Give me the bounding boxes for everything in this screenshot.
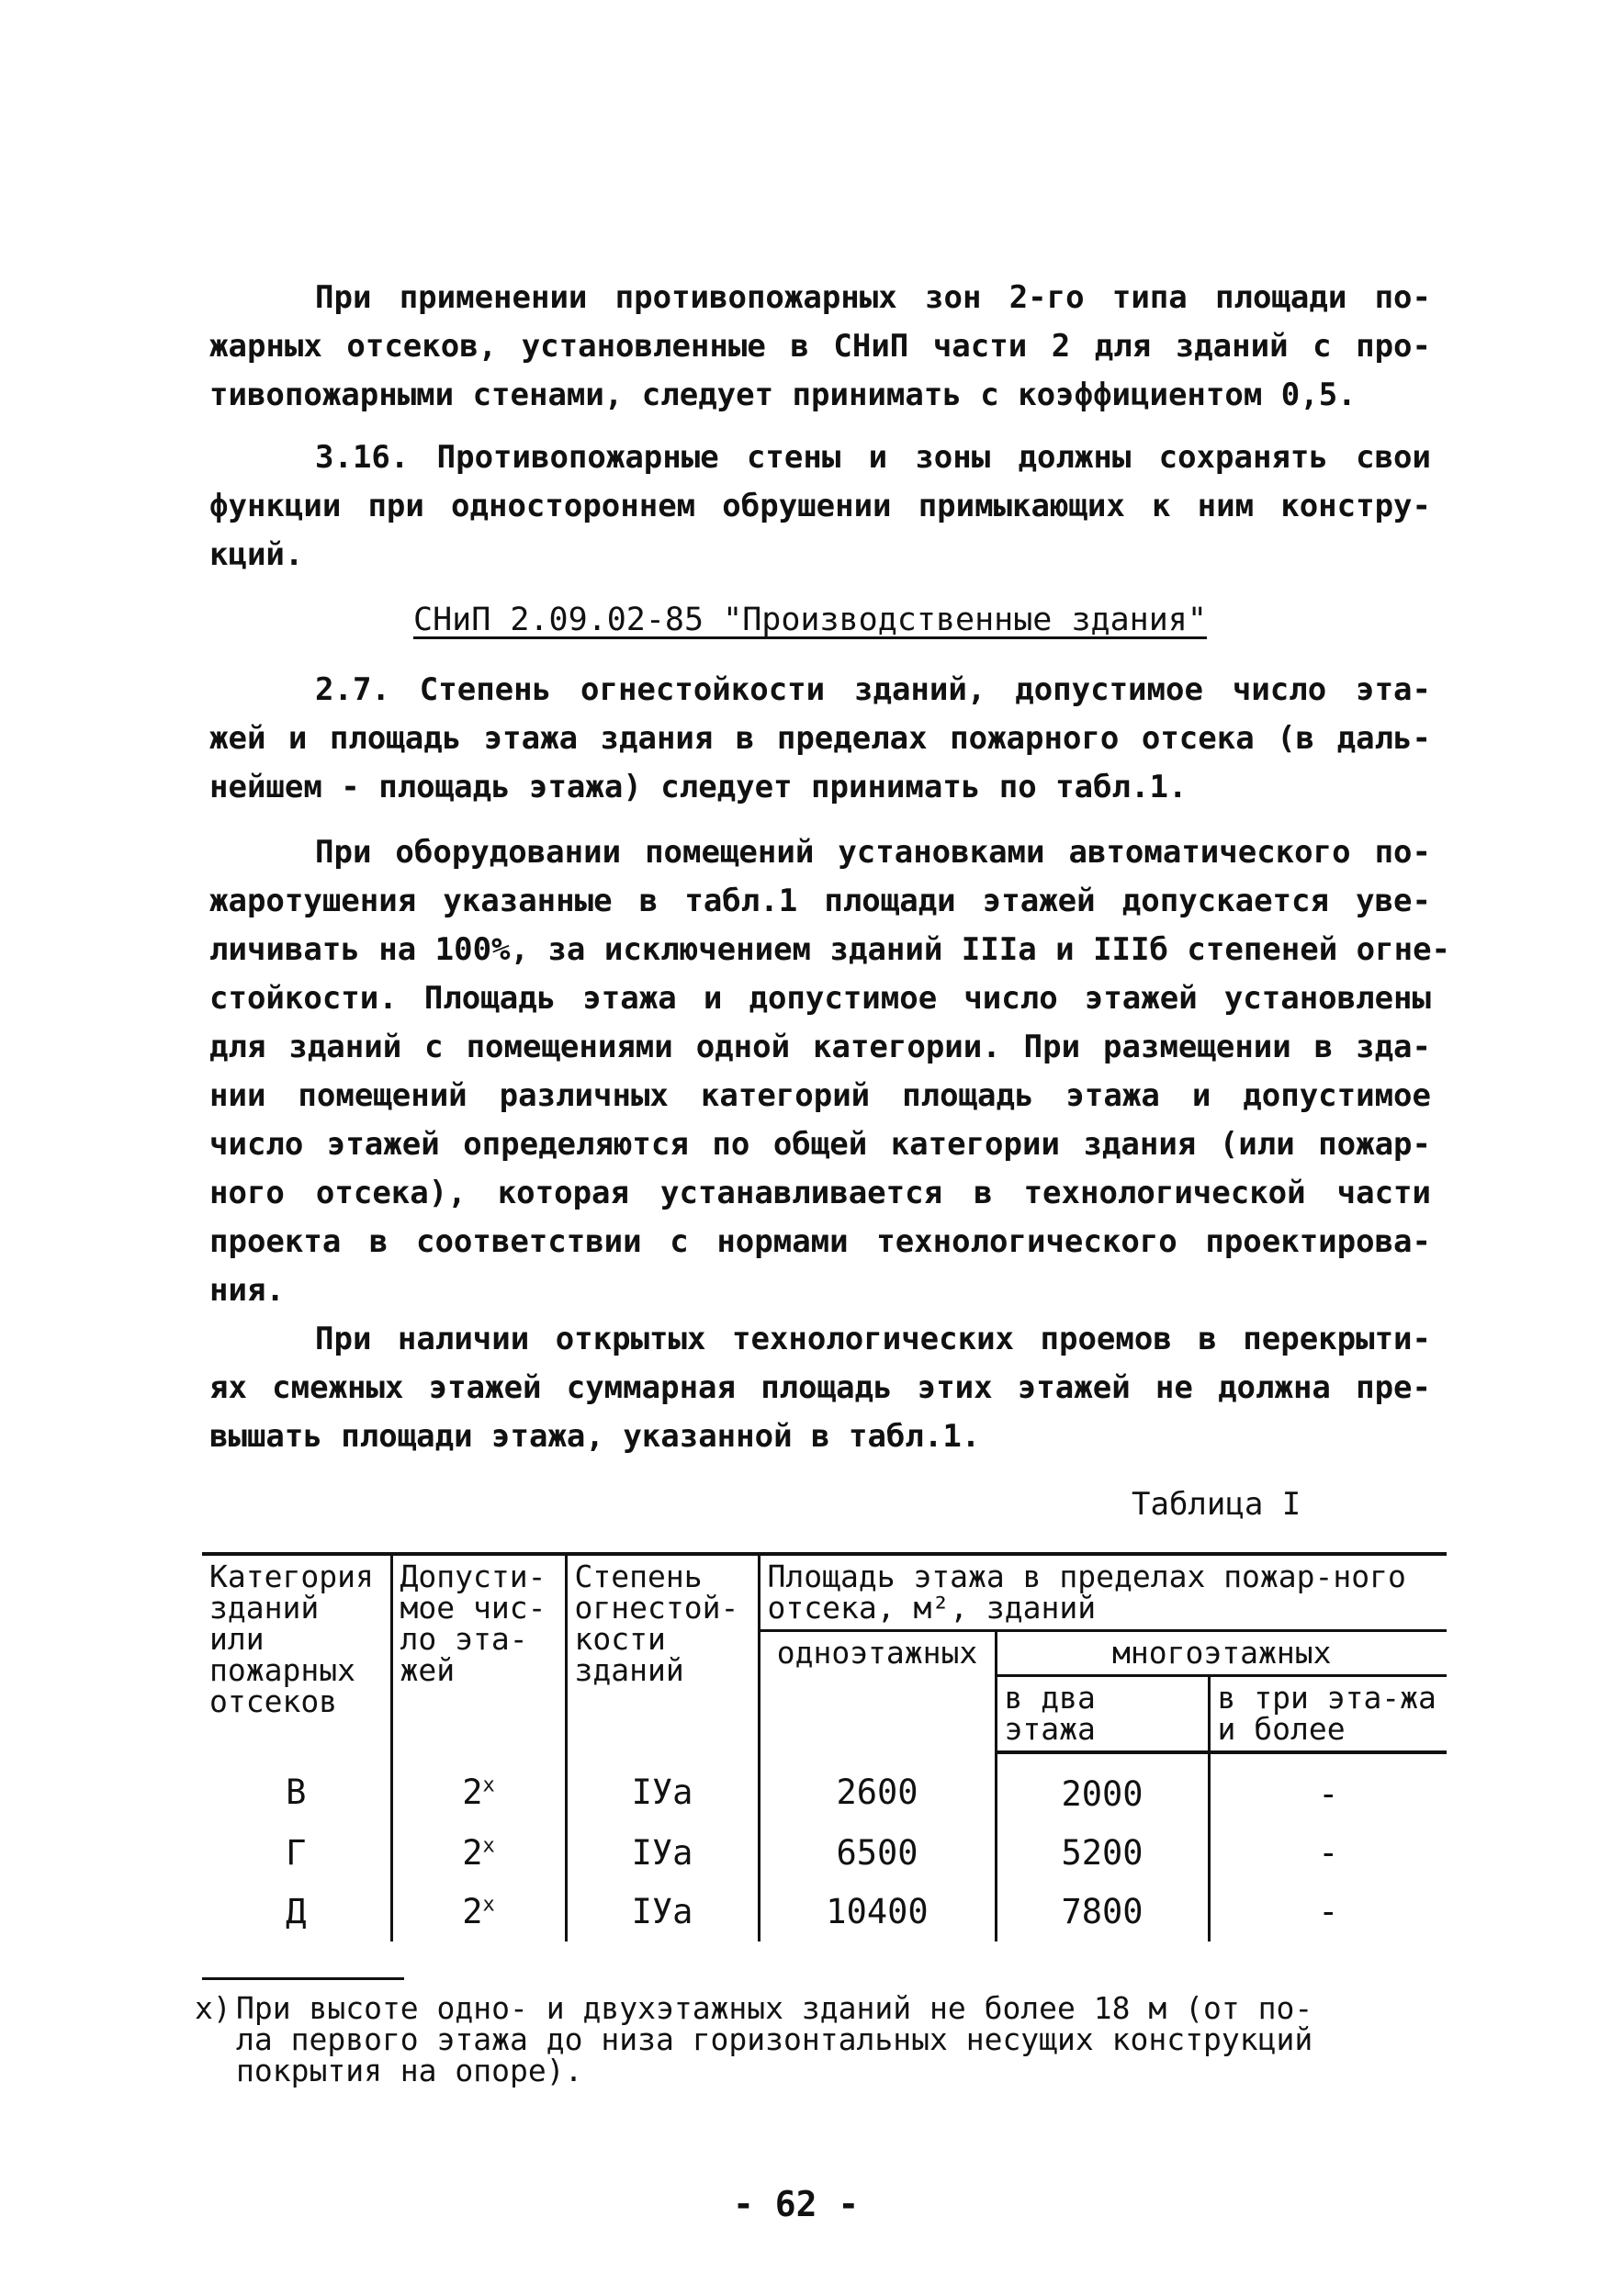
footnote-mark: х — [482, 1834, 495, 1858]
text-line: жей и площадь этажа здания в пределах пожарного отсека (в даль- — [209, 720, 1431, 757]
cell-category: Г — [202, 1824, 391, 1883]
cell-degree: IУа — [566, 1824, 759, 1883]
text-line: ного отсека), которая устанавливается в технологической части — [209, 1175, 1431, 1211]
cell-single: 2600 — [759, 1752, 996, 1824]
floors-value: 2 — [462, 1773, 483, 1812]
footnote-line: ла первого этажа до низа горизонтальных несущих конструкций — [236, 2021, 1313, 2057]
cell-category: В — [202, 1752, 391, 1824]
cell-floors — [391, 1883, 566, 1941]
footnote-line — [195, 1990, 1435, 2026]
cell-three: - — [1209, 1883, 1447, 1941]
text-line: тивопожарными стенами, следует принимать с коэффициентом 0,5. — [209, 377, 1357, 413]
cell-two: 2000 — [996, 1752, 1209, 1824]
paragraph-3-16 — [209, 433, 1431, 580]
page-number: - 62 - — [733, 2184, 860, 2224]
table-row — [202, 1883, 1447, 1941]
header-floors: Допусти-мое чис-ло эта-жей — [391, 1554, 566, 1752]
header-single-storey: одноэтажных — [759, 1631, 996, 1753]
section-heading: СНиП 2.09.02-85 "Производственные здания" — [413, 602, 1207, 638]
header-category: Категория зданий или пожарных отсеков — [202, 1554, 391, 1752]
text-line: нейшем - площадь этажа) следует принимать по табл.1. — [209, 769, 1188, 805]
text-line: ях смежных этажей суммарная площадь этих этажей не должна пре- — [209, 1369, 1431, 1406]
text-line: функции при одностороннем обрушении примыкающих к ним констру- — [209, 488, 1431, 524]
footnote-mark: х — [482, 1773, 495, 1797]
paragraph-automatic-extinguishing — [209, 828, 1451, 1315]
cell-three: - — [1209, 1752, 1447, 1824]
cell-floors — [391, 1752, 566, 1824]
paragraph-fire-zones — [209, 274, 1431, 420]
text-line: При наличии открытых технологических проемов в перекрыти- — [315, 1321, 1431, 1357]
text-line: ния. — [209, 1272, 285, 1309]
floors-value: 2 — [462, 1892, 483, 1931]
table-row — [202, 1752, 1447, 1824]
footnote-marker: х) — [195, 1990, 231, 2026]
cell-degree: IУа — [566, 1883, 759, 1941]
header-multi-storey: многоэтажных — [996, 1631, 1447, 1676]
cell-floors — [391, 1824, 566, 1883]
text-line: кций. — [209, 536, 304, 573]
cell-three: - — [1209, 1824, 1447, 1883]
footnote-divider — [202, 1977, 404, 1980]
text-line: для зданий с помещениями одной категории. При размещении в зда- — [209, 1029, 1431, 1065]
text-line: личивать на 100%, за исключением зданий IIIа и IIIб степеней огне- — [209, 931, 1451, 968]
footnote-text: При высоте одно- и двухэтажных зданий не более 18 м (от по- — [236, 1990, 1313, 2026]
paragraph-2-7 — [209, 666, 1431, 812]
footnote-line: покрытия на опоре). — [236, 2053, 583, 2088]
cell-category: Д — [202, 1883, 391, 1941]
floors-value: 2 — [462, 1833, 483, 1873]
footnote-mark: х — [482, 1893, 495, 1917]
cell-degree: IУа — [566, 1752, 759, 1824]
text-line: вышать площади этажа, указанной в табл.1. — [209, 1418, 981, 1455]
cell-two: 7800 — [996, 1883, 1209, 1941]
table-row — [202, 1824, 1447, 1883]
text-line: число этажей определяются по общей категории здания (или пожар- — [209, 1126, 1431, 1163]
header-two-storey: в два этажа — [996, 1676, 1209, 1753]
cell-single: 10400 — [759, 1883, 996, 1941]
text-line: нии помещений различных категорий площадь этажа и допустимое — [209, 1077, 1431, 1114]
header-three-plus: в три эта-жа и более — [1209, 1676, 1447, 1753]
footnote — [195, 1990, 1435, 2088]
text-line: 3.16. Противопожарные стены и зоны должны сохранять свои — [315, 439, 1431, 476]
header-area-group: Площадь этажа в пределах пожар-ного отсека, м², зданий — [759, 1554, 1447, 1631]
cell-single: 6500 — [759, 1824, 996, 1883]
header-fire-resistance: Степень огнестой-кости зданий — [566, 1554, 759, 1752]
text-line: проекта в соответствии с нормами технологического проектирова- — [209, 1223, 1431, 1260]
text-line: При применении противопожарных зон 2-го типа площади по- — [315, 279, 1431, 316]
text-line: стойкости. Площадь этажа и допустимое число этажей установлены — [209, 980, 1431, 1017]
text-line: жаротушения указанные в табл.1 площади этажей допускается уве- — [209, 883, 1431, 919]
text-line: При оборудовании помещений установками автоматического по- — [315, 834, 1431, 871]
cell-two: 5200 — [996, 1824, 1209, 1883]
table-label: Таблица I — [1132, 1486, 1301, 1523]
paragraph-open-openings — [209, 1315, 1431, 1461]
floor-area-table — [202, 1552, 1447, 1941]
text-line: 2.7. Степень огнестойкости зданий, допустимое число эта- — [315, 671, 1431, 708]
text-line: жарных отсеков, установленные в СНиП части 2 для зданий с про- — [209, 328, 1431, 365]
